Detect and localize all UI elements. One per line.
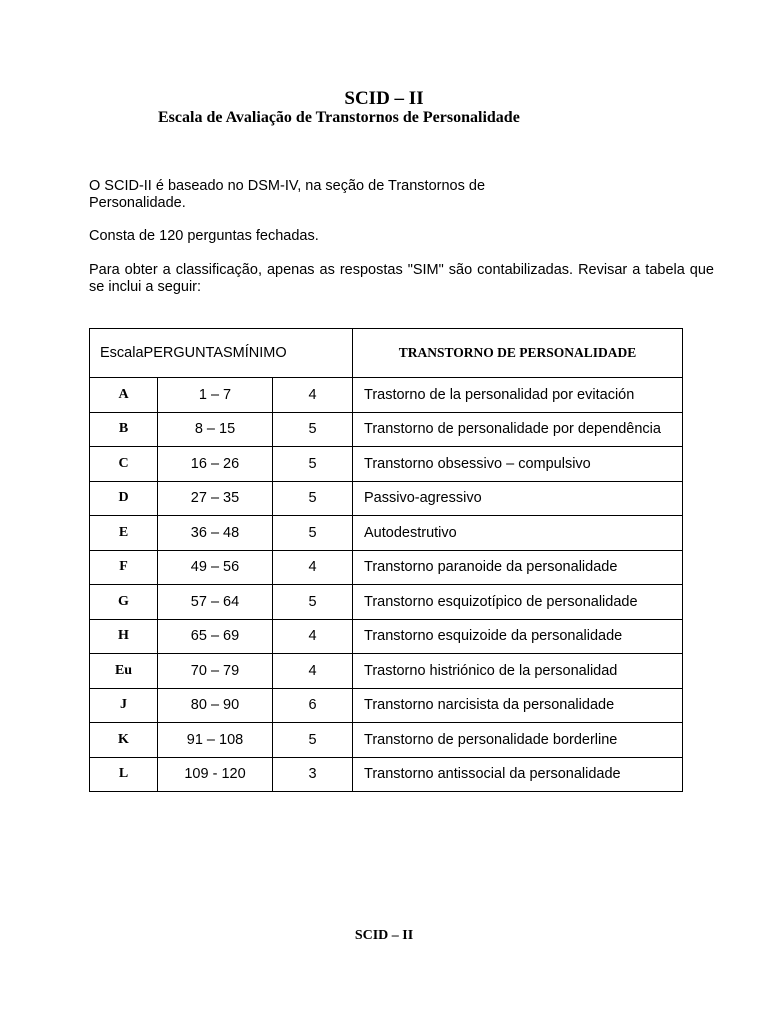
intro-paragraph-3: Para obter a classificação, apenas as respostas "SIM" são contabilizadas. Revisar a tabela que se inclui a seguir: bbox=[89, 262, 714, 295]
questions-range-cell: 80 – 90 bbox=[158, 688, 273, 723]
minimum-cell: 6 bbox=[273, 688, 353, 723]
scale-letter-cell: H bbox=[90, 619, 158, 654]
disorder-name-cell: Transtorno narcisista da personalidade bbox=[353, 688, 683, 723]
header-scale-questions-min: EscalaPERGUNTASMÍNIMO bbox=[90, 329, 273, 378]
page-title: SCID – II bbox=[344, 88, 424, 109]
disorder-name-cell: Trastorno histriónico de la personalidad bbox=[353, 654, 683, 689]
minimum-cell: 4 bbox=[273, 550, 353, 585]
table-row bbox=[90, 378, 683, 413]
page-subtitle: Escala de Avaliação de Transtornos de Personalidade bbox=[158, 109, 520, 126]
questions-range-cell: 91 – 108 bbox=[158, 723, 273, 758]
personality-disorders-table bbox=[89, 328, 683, 792]
minimum-cell: 4 bbox=[273, 654, 353, 689]
minimum-cell: 4 bbox=[273, 378, 353, 413]
scale-letter-cell: E bbox=[90, 516, 158, 551]
intro-paragraph-1: O SCID-II é baseado no DSM-IV, na seção de Transtornos de Personalidade. bbox=[89, 178, 486, 211]
questions-range-cell: 1 – 7 bbox=[158, 378, 273, 413]
disorder-name-cell: Passivo-agressivo bbox=[353, 481, 683, 516]
disorder-name-cell: Transtorno obsessivo – compulsivo bbox=[353, 447, 683, 482]
table-header-row bbox=[90, 329, 683, 378]
questions-range-cell: 16 – 26 bbox=[158, 447, 273, 482]
table-row bbox=[90, 585, 683, 620]
table-row bbox=[90, 412, 683, 447]
minimum-cell: 5 bbox=[273, 481, 353, 516]
disorder-name-cell: Transtorno esquizoide da personalidade bbox=[353, 619, 683, 654]
scale-letter-cell: B bbox=[90, 412, 158, 447]
questions-range-cell: 65 – 69 bbox=[158, 619, 273, 654]
disorder-name-cell: Transtorno de personalidade por dependência bbox=[353, 412, 683, 447]
table-row bbox=[90, 723, 683, 758]
header-disorder: TRANSTORNO DE PERSONALIDADE bbox=[353, 329, 683, 378]
intro-paragraph-2: Consta de 120 perguntas fechadas. bbox=[89, 228, 319, 244]
disorder-name-cell: Trastorno de la personalidad por evitación bbox=[353, 378, 683, 413]
scale-letter-cell: K bbox=[90, 723, 158, 758]
scale-letter-cell: L bbox=[90, 757, 158, 792]
minimum-cell: 5 bbox=[273, 447, 353, 482]
table-row bbox=[90, 481, 683, 516]
scale-letter-cell: G bbox=[90, 585, 158, 620]
minimum-cell: 5 bbox=[273, 585, 353, 620]
table-row bbox=[90, 619, 683, 654]
questions-range-cell: 57 – 64 bbox=[158, 585, 273, 620]
disorder-name-cell: Autodestrutivo bbox=[353, 516, 683, 551]
scale-letter-cell: C bbox=[90, 447, 158, 482]
questions-range-cell: 109 - 120 bbox=[158, 757, 273, 792]
disorder-name-cell: Transtorno esquizotípico de personalidade bbox=[353, 585, 683, 620]
questions-range-cell: 8 – 15 bbox=[158, 412, 273, 447]
table-row bbox=[90, 757, 683, 792]
minimum-cell: 4 bbox=[273, 619, 353, 654]
scale-letter-cell: A bbox=[90, 378, 158, 413]
table-row bbox=[90, 688, 683, 723]
minimum-cell: 5 bbox=[273, 723, 353, 758]
scale-letter-cell: Eu bbox=[90, 654, 158, 689]
disorder-name-cell: Transtorno paranoide da personalidade bbox=[353, 550, 683, 585]
disorder-name-cell: Transtorno de personalidade borderline bbox=[353, 723, 683, 758]
table-row bbox=[90, 550, 683, 585]
questions-range-cell: 49 – 56 bbox=[158, 550, 273, 585]
minimum-cell: 5 bbox=[273, 516, 353, 551]
page-footer-title: SCID – II bbox=[354, 928, 414, 943]
table-row bbox=[90, 654, 683, 689]
disorder-name-cell: Transtorno antissocial da personalidade bbox=[353, 757, 683, 792]
questions-range-cell: 70 – 79 bbox=[158, 654, 273, 689]
minimum-cell: 5 bbox=[273, 412, 353, 447]
scale-letter-cell: F bbox=[90, 550, 158, 585]
questions-range-cell: 36 – 48 bbox=[158, 516, 273, 551]
questions-range-cell: 27 – 35 bbox=[158, 481, 273, 516]
scale-letter-cell: D bbox=[90, 481, 158, 516]
scale-letter-cell: J bbox=[90, 688, 158, 723]
minimum-cell: 3 bbox=[273, 757, 353, 792]
table-row bbox=[90, 447, 683, 482]
table-row bbox=[90, 516, 683, 551]
